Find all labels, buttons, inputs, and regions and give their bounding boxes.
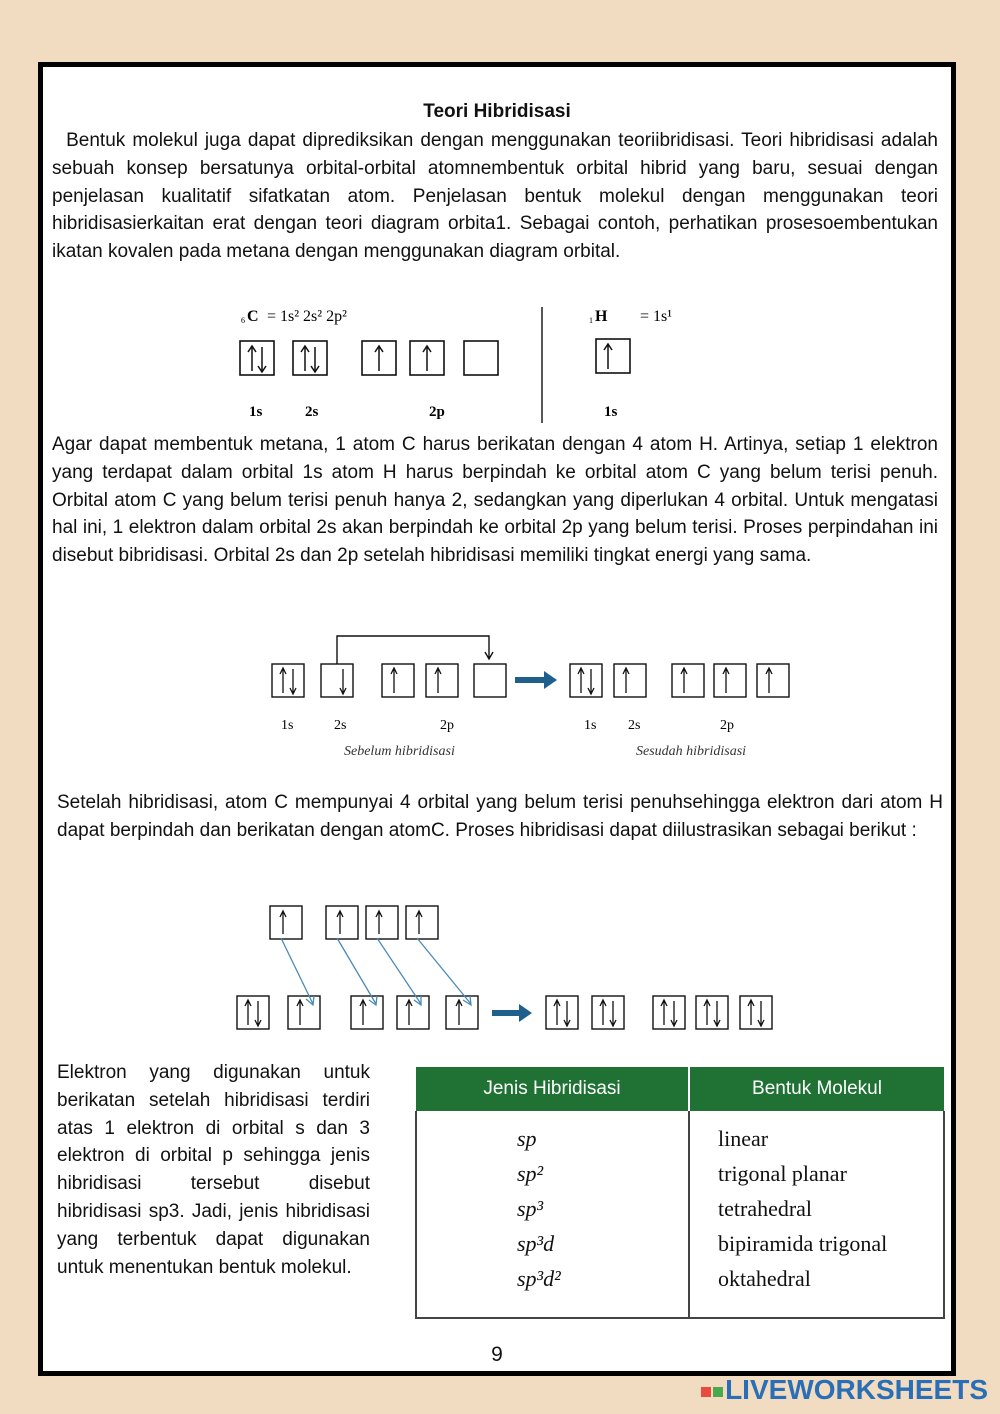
orbital-box-2p-3 [464, 341, 498, 375]
label-2p: 2p [429, 404, 445, 420]
label-before-2p: 2p [440, 718, 454, 733]
header-molecular-shape: Bentuk Molekul [689, 1067, 944, 1111]
logo-square-icon [701, 1387, 711, 1397]
carbon-atomic-number: 6 [241, 316, 245, 325]
header-hybridization-type: Jenis Hibridisasi [416, 1067, 689, 1111]
electron-arrows [248, 344, 612, 372]
methane-paragraph: Agar dapat membentuk metana, 1 atom C harus berikatan dengan 4 atom H. Artinya, setiap 1 elektron yang terdapat dalam orbital 1s atom H harus berpindah ke orbital atom C yang belum terisi penuh. Orbital atom C yang belum terisi penuh hanya 2, sedangkan yang diperlukan 4 orbital. Untuk mengatasi hal ini, 1 elektron dalam orbital 2s akan berpindah ke orbital 2p yang belum terisi. Proses perpindahan ini disebut bibridisasi. Orbital 2s dan 2p setelah hibridisasi memiliki tingkat energi yang sama. [52, 434, 938, 567]
hydrogen-atomic-number: 1 [589, 316, 593, 325]
type-sp3d: sp³d [517, 1231, 555, 1256]
hydrogen-configuration: = 1s¹ [640, 308, 673, 325]
hydrogen-symbol: H [595, 308, 608, 325]
hybridization-arrow-icon [515, 671, 557, 689]
orbital-box-1s [240, 341, 274, 375]
after-hybridization-paragraph: Setelah hibridisasi, atom C mempunyai 4 orbital yang belum terisi penuhsehingga elektron dari atom H dapat berpindah dan berikatan dengan atomC. Proses hibridisasi dapat diilustrasikan sebagai berikut : [57, 792, 943, 841]
label-before-1s: 1s [281, 718, 294, 733]
type-sp3: sp³ [517, 1196, 544, 1221]
liveworksheets-logo[interactable] [701, 1374, 988, 1406]
type-sp3d2: sp³d² [517, 1266, 561, 1291]
caption-before: Sebelum hibridisasi [344, 744, 455, 759]
orbital-box-2s [293, 341, 327, 375]
hybridization-table [415, 1067, 945, 1319]
label-h-1s: 1s [604, 404, 618, 420]
shape-tetrahedral: tetrahedral [718, 1196, 813, 1221]
shape-bipiramida-trigonal: bipiramida trigonal [718, 1231, 888, 1256]
orbital-box-h-1s [596, 339, 630, 373]
intro-text: Bentuk molekul juga dapat diprediksikan dengan menggunakan teoriibridisasi. Teori hibridisasi adalah sebuah konsep bersatunya orbital-orbital atomnembentuk orbital hibrid yang baru, sesuai dengan penjelasan kualitatif sifatkatan atom. Penjelasan bentuk molekul dengan menggunakan teori hibridisasierkaitan erat dengan teori diagram orbita1. Sebagai contoh, perhatikan prosesoembentukan ikatan kovalen pada metana dengan menggunakan diagram orbital. [52, 130, 938, 263]
label-after-2p: 2p [720, 718, 734, 733]
carbon-symbol: C [247, 308, 259, 325]
transfer-connector [337, 636, 493, 664]
logo-text: LIVEWORKSHEETS [725, 1374, 988, 1405]
electron-configuration-diagram [238, 305, 698, 425]
hybridization-diagram [268, 632, 808, 772]
type-sp2: sp² [517, 1161, 544, 1186]
shape-oktahedral: oktahedral [718, 1266, 811, 1291]
shape-trigonal-planar: trigonal planar [718, 1161, 847, 1186]
label-2s: 2s [305, 404, 319, 420]
hybridization-types-cell [416, 1111, 689, 1318]
bonding-illustration [233, 902, 793, 1037]
molecular-shapes-cell [689, 1111, 944, 1318]
sp3-paragraph: Elektron yang digunakan untuk berikatan setelah hibridisasi terdiri atas 1 elektron di orbital s dan 3 elektron di orbital p sehingga jenis hibridisasi tersebut disebut hibridisasi sp3. Jadi, jenis hibridisasi yang terbentuk dapat digunakan untuk menentukan bentuk molekul. [57, 1062, 370, 1278]
label-after-1s: 1s [584, 718, 597, 733]
carbon-configuration: = 1s² 2s² 2p² [267, 308, 347, 325]
type-sp: sp [517, 1126, 537, 1151]
label-1s: 1s [249, 404, 263, 420]
label-before-2s: 2s [334, 718, 347, 733]
intro-paragraph [52, 127, 938, 266]
caption-after: Sesudah hibridisasi [636, 744, 747, 759]
logo-square-icon [713, 1387, 723, 1397]
page-number: 9 [491, 1343, 503, 1366]
page-title: Teori Hibridisasi [423, 101, 571, 122]
label-after-2s: 2s [628, 718, 641, 733]
shape-linear: linear [718, 1126, 769, 1151]
electron-transfer-arrows [281, 938, 471, 1005]
page-frame [38, 62, 956, 1376]
bonding-arrow-icon [492, 1004, 532, 1022]
